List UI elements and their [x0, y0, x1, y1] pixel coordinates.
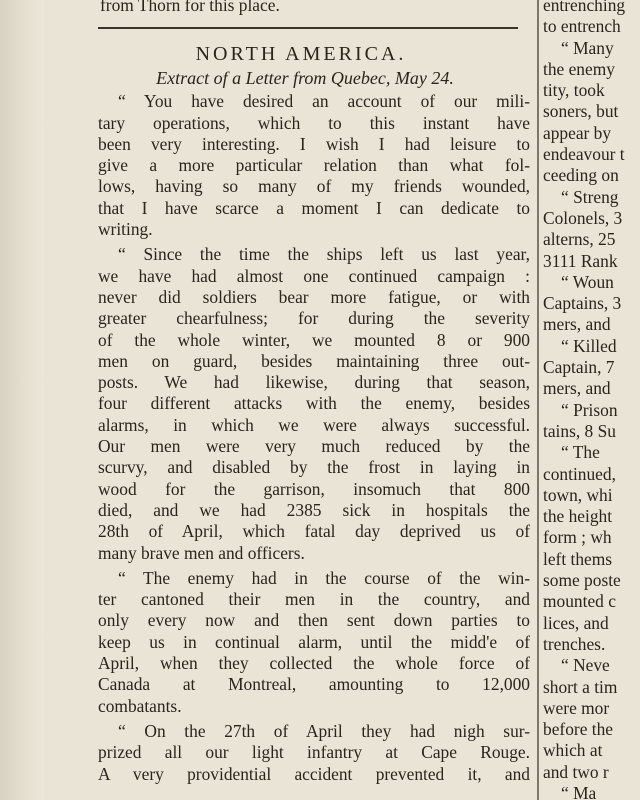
top-fragment: from Thorn for this place.: [100, 0, 280, 15]
text-line: alarms, in which we were always successful.: [98, 414, 530, 435]
paragraph: [98, 568, 530, 717]
text-line: that I have scarce a moment I can dedicate to: [98, 197, 530, 218]
paragraph: [98, 721, 530, 785]
text-line: writing.: [98, 219, 153, 240]
main-column: [98, 0, 530, 800]
text-line: four different attacks with the enemy, besides: [98, 393, 530, 414]
text-line: April, when they collected the whole force of: [98, 653, 530, 674]
right-column-line: and two r: [543, 761, 609, 782]
subhead: Extract of a Letter from Quebec, May 24.: [156, 68, 454, 89]
right-column: [543, 0, 640, 800]
right-column-line: alterns, 25: [543, 229, 616, 250]
text-line: many brave men and officers.: [98, 542, 305, 563]
text-line: “ On the 27th of April they had nigh sur-: [118, 720, 530, 741]
text-line: lows, having so many of my friends wounded,: [98, 176, 530, 197]
headline: NORTH AMERICA.: [195, 43, 407, 66]
right-column-line: endeavour t: [543, 144, 625, 165]
right-column-line: “ Prison: [561, 399, 618, 420]
text-line: never did soldiers bear more fatigue, or with: [98, 286, 530, 307]
right-column-line: tains, 8 Su: [543, 420, 616, 441]
text-line: men on guard, besides maintaining three out-: [98, 350, 530, 371]
text-line: A very providential accident prevented it, and: [98, 763, 530, 784]
right-column-line: mounted c: [543, 591, 616, 612]
right-column-line: “ Woun: [561, 271, 614, 292]
right-column-line: Colonels, 3: [543, 207, 623, 228]
text-line: greater chearfulness; for during the severity: [98, 308, 530, 329]
text-line: combatants.: [98, 695, 182, 716]
right-column-line: form ; wh: [543, 527, 612, 548]
right-column-line: soners, but: [543, 101, 619, 122]
right-column-line: short a tim: [543, 676, 618, 697]
right-column-line: which at: [543, 740, 603, 761]
text-line: Canada at Montreal, amounting to 12,000: [98, 674, 530, 695]
text-line: scurvy, and disabled by the frost in laying in: [98, 457, 530, 478]
article-body: [98, 91, 530, 785]
right-column-line: lices, and: [543, 612, 609, 633]
right-column-line: were mor: [543, 697, 610, 718]
text-line: tary operations, which to this instant have: [98, 112, 530, 133]
right-column-line: the enemy: [543, 58, 615, 79]
right-column-line: “ Neve: [561, 655, 610, 676]
text-line: 28th of April, which fatal day deprived us of: [98, 521, 530, 542]
right-column-line: “ Streng: [561, 186, 619, 207]
right-column-line: “ The: [561, 442, 600, 463]
right-column-line: the height: [543, 506, 613, 527]
text-line: Our men were very much reduced by the: [98, 436, 530, 457]
text-line: “ Since the time the ships left us last year,: [118, 244, 530, 265]
text-line: ter cantoned their men in the country, and: [98, 589, 530, 610]
text-line: wood for the garrison, insomuch that 800: [98, 478, 530, 499]
column-rule: [537, 0, 539, 800]
right-column-line: tity, took: [543, 80, 605, 101]
paragraph: [98, 91, 530, 240]
text-line: keep us in continual alarm, until the midd'e of: [98, 631, 530, 652]
right-column-line: town, whi: [543, 484, 613, 505]
right-column-line: “ Killed: [561, 335, 617, 356]
right-column-line: Captain, 7: [543, 357, 615, 378]
text-line: give a more particular relation than what fol-: [98, 155, 530, 176]
text-line: only every now and then sent down parties to: [98, 610, 530, 631]
text-line: posts. We had likewise, during that season,: [98, 372, 530, 393]
section-divider: [98, 27, 518, 29]
right-column-line: “ Many: [561, 37, 614, 58]
right-column-line: appear by: [543, 122, 612, 143]
right-column-line: mers, and: [543, 314, 611, 335]
right-column-line: 3111 Rank: [543, 250, 618, 271]
right-column-line: entrenching: [543, 0, 626, 15]
right-column-line: left thems: [543, 548, 613, 569]
right-column-line: continued,: [543, 463, 616, 484]
right-column-line: mers, and: [543, 378, 611, 399]
right-column-line: before the: [543, 719, 614, 740]
text-line: prized all our light infantry at Cape Rouge.: [98, 742, 530, 763]
right-column-line: trenches.: [543, 633, 606, 654]
right-column-line: “ Ma: [561, 782, 597, 800]
right-column-line: ceeding on: [543, 165, 619, 186]
paragraph: [98, 244, 530, 563]
right-column-line: to entrench: [543, 16, 621, 37]
page-edge: [0, 0, 44, 800]
text-line: we have had almost one continued campaign :: [98, 265, 530, 286]
text-line: died, and we had 2385 sick in hospitals the: [98, 499, 530, 520]
text-line: “ The enemy had in the course of the win-: [118, 567, 530, 588]
right-column-line: Captains, 3: [543, 293, 622, 314]
right-column-line: some poste: [543, 570, 621, 591]
text-line: of the whole winter, we mounted 8 or 900: [98, 329, 530, 350]
text-line: been very interesting. I wish I had leisure to: [98, 133, 530, 154]
text-line: “ You have desired an account of our mili-: [118, 91, 530, 112]
